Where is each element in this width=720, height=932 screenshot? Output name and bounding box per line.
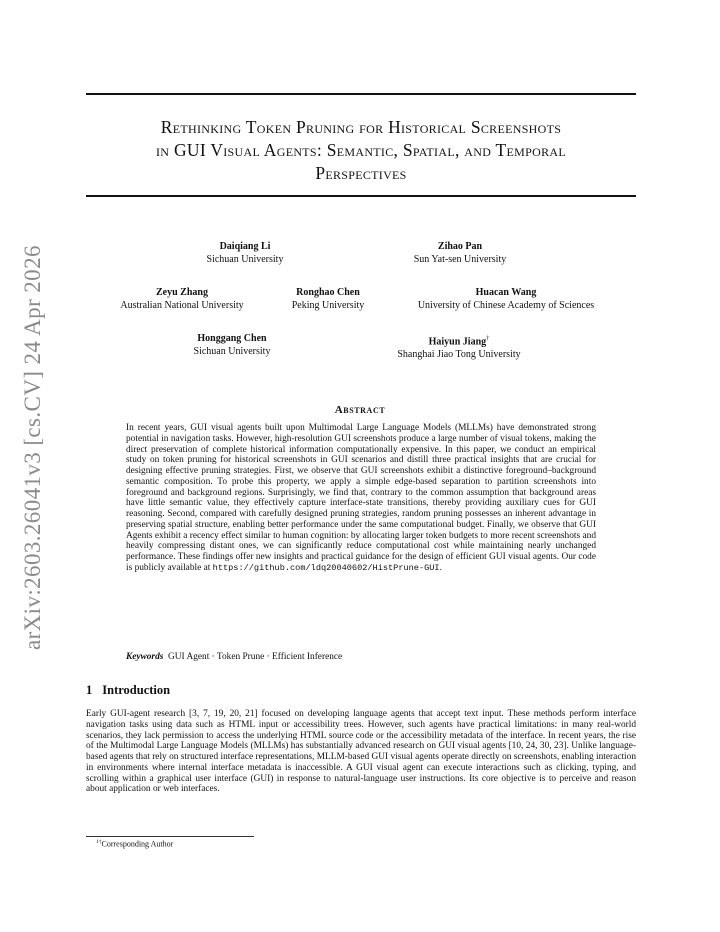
title-line: Perspectives bbox=[315, 163, 407, 183]
title-top-rule bbox=[86, 93, 636, 95]
author-block bbox=[380, 241, 540, 266]
keywords-label: Keywords bbox=[126, 652, 164, 662]
author-name: Zihao Pan bbox=[437, 241, 483, 252]
author-block bbox=[172, 333, 292, 358]
arxiv-identifier: arXiv:2603.26041v3 [cs.CV] 24 Apr 2026 bbox=[20, 245, 45, 650]
author-affiliation: Sichuan University bbox=[193, 345, 271, 357]
author-name: Huacan Wang bbox=[475, 287, 537, 298]
section-heading bbox=[86, 683, 170, 698]
keywords-line bbox=[126, 652, 596, 662]
author-name: Honggang Chen bbox=[197, 333, 267, 344]
author-affiliation: University of Chinese Academy of Sciences bbox=[417, 299, 595, 311]
paper-title bbox=[86, 116, 636, 185]
author-affiliation: Australian National University bbox=[120, 299, 244, 311]
author-name: Daiqiang Li bbox=[219, 241, 271, 252]
abstract-body bbox=[126, 423, 596, 574]
author-name: Zeyu Zhang bbox=[156, 287, 208, 298]
author-affiliation: Shanghai Jiao Tong University bbox=[397, 348, 521, 360]
author-affiliation: Sichuan University bbox=[206, 253, 284, 265]
footnote-rule bbox=[86, 836, 254, 837]
keywords-text: GUI Agent · Token Prune · Efficient Inference bbox=[168, 652, 343, 662]
section-number: 1 bbox=[86, 683, 93, 697]
footnote-mark: 1† bbox=[96, 839, 102, 845]
abstract-end: . bbox=[439, 562, 442, 573]
title-line: Rethinking Token Pruning for Historical Screenshots bbox=[160, 117, 562, 137]
author-block bbox=[170, 241, 320, 266]
abstract-text: In recent years, GUI visual agents built upon Multimodal Large Language Models (MLLMs) have demonstrated strong potential in navigation tasks. However, high-resolution GUI screenshots produce a large number of visual tokens, making the direct preservation of complete historical information computationally expensive. In this paper, we conduct an empirical study on token pruning for historical screenshots in GUI scenarios and distill three practical insights that are crucial for designing effective pruning strategies. First, we observe that GUI screenshots exhibit a distinctive foreground–background semantic composition. To probe this property, we apply a simple edge-based separation to partition screenshots into foreground and background regions. Surprisingly, we find that, contrary to the common assumption that background areas have little semantic value, they effectively capture interface-state transitions, thereby providing auxiliary cues for GUI reasoning. Second, compared with carefully designed pruning strategies, random pruning possesses an inherent advantage in preserving spatial structure, enabling better performance under the same computational budget. Finally, we observe that GUI Agents exhibit a recency effect similar to human cognition: by allocating larger token budgets to more recent screenshots and heavily compressing distant ones, we can significantly reduce computational cost while maintaining nearly unchanged performance. These findings offer new insights and practical guidance for the design of efficient GUI visual agents. Our code is publicly available at bbox=[126, 423, 596, 573]
code-link[interactable]: https://github.com/ldq20040602/HistPrune-GUI bbox=[212, 562, 440, 573]
abstract-heading: Abstract bbox=[334, 404, 386, 416]
author-name bbox=[378, 333, 540, 349]
author-affiliation: Peking University bbox=[291, 299, 365, 311]
author-block bbox=[278, 287, 378, 312]
author-affiliation: Sun Yat-sen University bbox=[413, 253, 507, 265]
author-name-text: Haiyun Jiang bbox=[428, 336, 487, 348]
author-block bbox=[378, 333, 540, 361]
title-bottom-rule bbox=[86, 195, 636, 197]
author-name: Ronghao Chen bbox=[296, 287, 360, 298]
corresponding-mark: † bbox=[486, 335, 490, 342]
author-block bbox=[102, 287, 262, 312]
section-title: Introduction bbox=[102, 683, 171, 697]
title-line: in GUI Visual Agents: Semantic, Spatial, and Temporal bbox=[156, 140, 566, 160]
introduction-paragraph: Early GUI-agent research [3, 7, 19, 20, 21] focused on developing language agents that accept text input. These methods perform interface navigation tasks using data such as HTML input or accessibility trees. However, such agents have practical limitations: in many real-world scenarios, they lack permission to access the underlying HTML source code or the accessibility metadata of the interface. In recent years, the rise of the Multimodal Large Language Models (MLLMs) has substantially advanced research on GUI visual agents [10, 24, 30, 23]. Unlike language-based agents that rely on structured interface representations, MLLM-based GUI visual agents operate directly on screenshots, enabling interaction in environments where internal interface metadata is inaccessible. A GUI visual agent can execute interactions such as clicking, typing, and scrolling within a graphical user interface (GUI) in response to natural-language user instructions. Its core objective is to perceive and reason about application or web interfaces. bbox=[86, 709, 636, 795]
footnote bbox=[96, 839, 173, 849]
author-block bbox=[398, 287, 614, 312]
footnote-text: Corresponding Author bbox=[101, 839, 174, 849]
